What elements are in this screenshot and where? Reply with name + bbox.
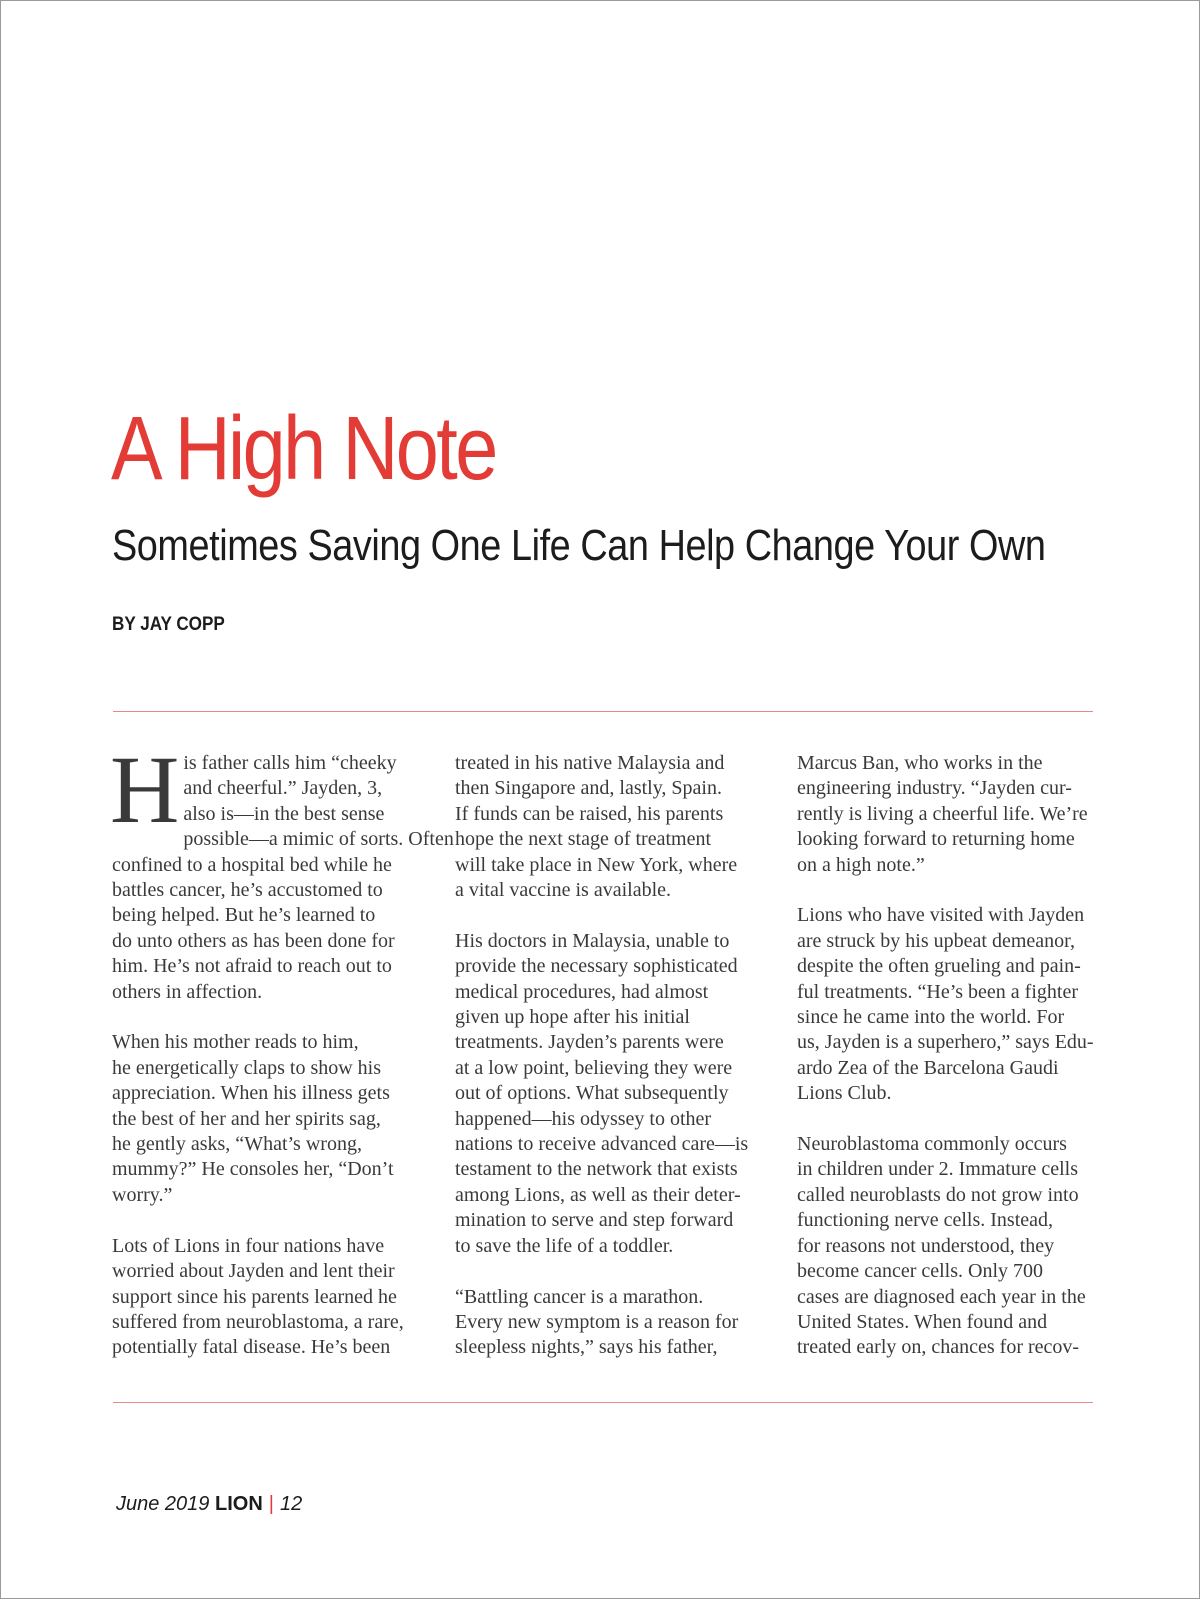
text-line: nations to receive advanced care—is [455,1133,749,1156]
text-line: Lots of Lions in four nations have [112,1234,385,1257]
text-line: testament to the network that exists [455,1158,738,1181]
text-line: worry.” [112,1183,173,1206]
text-line: since he came into the world. For [797,1006,1065,1029]
text-line: When his mother reads to him, [112,1031,359,1054]
text-line: ardo Zea of the Barcelona Gaudi [797,1056,1059,1079]
text-line: support since his parents learned he [112,1285,397,1308]
body-paragraph [455,751,765,903]
text-line: a vital vaccine is available. [455,879,672,902]
article-title: A High Note [111,399,496,499]
text-line: on a high note.” [797,853,925,876]
text-line: possible—a mimic of sorts. Often [183,828,454,851]
body-paragraph [112,1234,422,1361]
text-line: Every new symptom is a reason for [455,1310,739,1333]
text-line: Lions Club. [797,1082,892,1105]
text-line: will take place in New York, where [455,853,738,876]
footer-page-number: 12 [279,1493,303,1515]
text-line: despite the often grueling and pain- [797,955,1081,978]
text-line: ful treatments. “He’s been a fighter [797,980,1078,1003]
text-line: provide the necessary sophisticated [455,955,738,978]
text-line: the best of her and her spirits sag, [112,1107,381,1130]
body-paragraph [797,903,1107,1106]
text-line: battles cancer, he’s accustomed to [112,879,383,902]
text-line: potentially fatal disease. He’s been [112,1336,391,1359]
text-line: at a low point, believing they were [455,1056,733,1079]
text-line: in children under 2. Immature cells [797,1158,1079,1181]
text-line: he gently asks, “What’s wrong, [112,1133,362,1156]
text-line: us, Jayden is a superhero,” says Edu- [797,1031,1094,1054]
text-line: called neuroblasts do not grow into [797,1183,1079,1206]
text-column-1 [110,736,454,1386]
text-line: rently is living a cheerful life. We’re [797,802,1088,825]
text-line: “Battling cancer is a marathon. [455,1285,704,1308]
text-line: hope the next stage of treatment [455,828,712,851]
text-line: being helped. But he’s learned to [112,904,376,927]
text-line: for reasons not understood, they [797,1234,1055,1257]
text-line: sleepless nights,” says his father, [455,1336,718,1359]
text-line: Neuroblastoma commonly occurs [797,1133,1067,1156]
text-line: out of options. What subsequently [455,1082,729,1105]
article-byline: BY JAY COPP [112,614,225,635]
body-paragraph [797,751,1107,878]
text-line: cases are diagnosed each year in the [797,1285,1086,1308]
text-line: medical procedures, had almost [455,980,709,1003]
text-line: worried about Jayden and lent their [112,1260,395,1283]
text-line: and cheerful.” Jayden, 3, [183,777,383,800]
text-line: him. He’s not afraid to reach out to [112,955,392,978]
text-line: treated early on, chances for recov- [797,1336,1080,1359]
text-line: then Singapore and, lastly, Spain. [455,777,722,800]
text-line: suffered from neuroblastoma, a rare, [112,1310,404,1333]
drop-cap: H [110,736,180,843]
text-line: also is—in the best sense [183,802,385,825]
text-line: If funds can be raised, his parents [455,802,724,825]
text-line: do unto others as has been done for [112,929,395,952]
text-line: confined to a hospital bed while he [112,853,392,876]
text-line: become cancer cells. Only 700 [797,1260,1044,1283]
text-line: Lions who have visited with Jayden [797,904,1085,927]
text-line: treatments. Jayden’s parents were [455,1031,724,1054]
text-line: happened—his odyssey to other [455,1107,712,1130]
text-line: treated in his native Malaysia and [455,752,725,774]
text-line: mummy?” He consoles her, “Don’t [112,1158,394,1181]
text-line: Marcus Ban, who works in the [797,752,1043,774]
text-line: to save the life of a toddler. [455,1234,674,1257]
text-line: looking forward to returning home [797,828,1075,851]
text-line: among Lions, as well as their deter- [455,1183,741,1206]
text-line: others in affection. [112,980,263,1003]
body-paragraph [455,929,765,1259]
text-line: United States. When found and [797,1310,1048,1333]
text-line: is father calls him “cheeky [183,752,397,774]
text-line: he energetically claps to show his [112,1056,382,1079]
body-paragraph [455,1285,765,1361]
footer-separator: | [268,1493,274,1515]
article-subtitle: Sometimes Saving One Life Can Help Change Your Own [112,521,1046,570]
footer-issue-date: June 2019 [116,1493,210,1515]
text-line: given up hope after his initial [455,1006,690,1029]
body-paragraph [110,736,454,1005]
text-line: His doctors in Malaysia, unable to [455,929,730,952]
text-line: mination to serve and step forward [455,1209,734,1232]
text-line: engineering industry. “Jayden cur- [797,777,1072,800]
top-divider [113,711,1093,712]
footer-magazine-name: LION [214,1493,263,1515]
text-line: functioning nerve cells. Instead, [797,1209,1054,1232]
text-line: are struck by his upbeat demeanor, [797,929,1075,952]
text-column-2 [455,751,765,1386]
page-footer [116,1492,302,1516]
text-column-3 [797,751,1107,1386]
bottom-divider [113,1402,1093,1403]
body-paragraph [112,1030,422,1208]
text-line: appreciation. When his illness gets [112,1082,390,1105]
body-paragraph [797,1132,1107,1361]
